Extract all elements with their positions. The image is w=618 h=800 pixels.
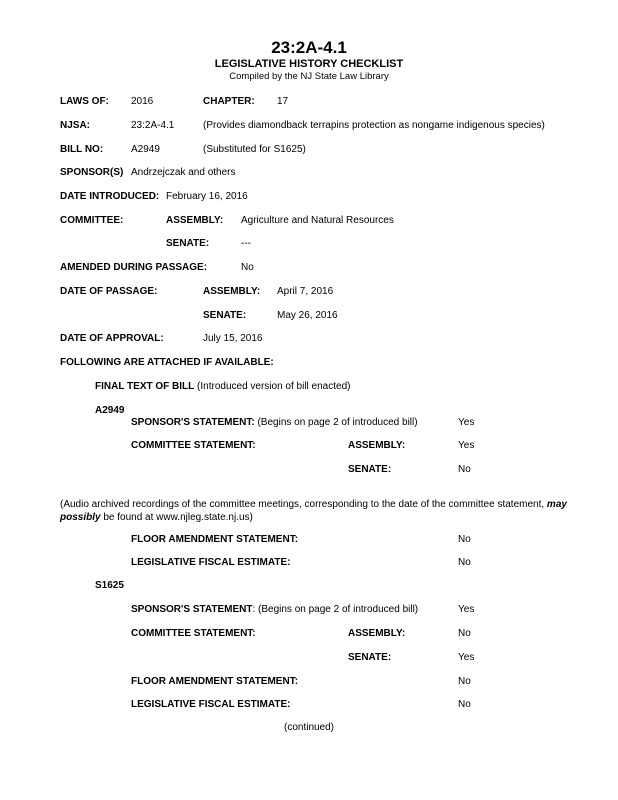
- laws-of-value: 2016: [131, 96, 154, 107]
- a2949-committee-assembly-label: ASSEMBLY:: [348, 440, 406, 451]
- s1625-fiscal-estimate-label: LEGISLATIVE FISCAL ESTIMATE:: [131, 699, 291, 710]
- s1625-floor-amendment-value: No: [458, 676, 471, 687]
- date-of-approval-label: DATE OF APPROVAL:: [60, 333, 164, 344]
- final-text-line: [95, 381, 350, 393]
- a2949-fiscal-estimate-value: No: [458, 557, 471, 568]
- a2949-floor-amendment-label: FLOOR AMENDMENT STATEMENT:: [131, 534, 299, 545]
- checklist-subtitle: LEGISLATIVE HISTORY CHECKLIST: [214, 58, 404, 70]
- a2949-sponsor-statement-note: (Begins on page 2 of introduced bill): [257, 417, 418, 428]
- audio-note-before: (Audio archived recordings of the committee meetings, corresponding to the date of the committee statement,: [60, 499, 547, 510]
- committee-senate-value: ---: [241, 238, 251, 249]
- laws-of-label: LAWS OF:: [60, 96, 109, 107]
- amended-label: AMENDED DURING PASSAGE:: [60, 262, 208, 273]
- s1625-sponsor-statement-value: Yes: [458, 604, 475, 615]
- s1625-committee-assembly-label: ASSEMBLY:: [348, 628, 406, 639]
- passage-assembly-label: ASSEMBLY:: [203, 286, 261, 297]
- final-text-note: (Introduced version of bill enacted): [197, 381, 351, 392]
- a2949-heading: A2949: [95, 405, 125, 416]
- a2949-floor-amendment-value: No: [458, 534, 471, 545]
- continued-footer: (continued): [283, 722, 335, 733]
- a2949-committee-assembly-value: Yes: [458, 440, 475, 451]
- a2949-committee-senate-label: SENATE:: [348, 464, 392, 475]
- bill-no-label: BILL NO:: [60, 144, 104, 155]
- final-text-label: FINAL TEXT OF BILL: [95, 381, 195, 392]
- audio-note-after: be found at www.njleg.state.nj.us): [100, 512, 253, 523]
- sponsors-label: SPONSOR(S): [60, 167, 124, 178]
- a2949-fiscal-estimate-label: LEGISLATIVE FISCAL ESTIMATE:: [131, 557, 291, 568]
- compiled-by: Compiled by the NJ State Law Library: [229, 71, 389, 82]
- committee-senate-label: SENATE:: [166, 238, 210, 249]
- njsa-label: NJSA:: [60, 120, 91, 131]
- s1625-committee-senate-value: Yes: [458, 652, 475, 663]
- a2949-sponsor-statement-line: [131, 417, 418, 429]
- passage-assembly-value: April 7, 2016: [277, 286, 334, 297]
- s1625-committee-statement-label: COMMITTEE STATEMENT:: [131, 628, 256, 639]
- s1625-sponsor-statement-label: SPONSOR'S STATEMENT: [131, 604, 253, 615]
- s1625-sponsor-statement-line: [131, 604, 418, 616]
- committee-assembly-value: Agriculture and Natural Resources: [241, 215, 394, 226]
- chapter-value: 17: [277, 96, 289, 107]
- sponsors-value: Andrzejczak and others: [131, 167, 236, 178]
- s1625-sponsor-statement-note: : (Begins on page 2 of introduced bill): [252, 604, 419, 615]
- attached-heading: FOLLOWING ARE ATTACHED IF AVAILABLE:: [60, 357, 274, 368]
- a2949-committee-senate-value: No: [458, 464, 471, 475]
- s1625-committee-senate-label: SENATE:: [348, 652, 392, 663]
- passage-senate-value: May 26, 2016: [277, 310, 338, 321]
- njsa-description: (Provides diamondback terrapins protection as nongame indigenous species): [203, 120, 545, 131]
- s1625-fiscal-estimate-value: No: [458, 699, 471, 710]
- committee-label: COMMITTEE:: [60, 215, 124, 226]
- chapter-label: CHAPTER:: [203, 96, 255, 107]
- a2949-sponsor-statement-label: SPONSOR'S STATEMENT:: [131, 417, 255, 428]
- date-of-passage-label: DATE OF PASSAGE:: [60, 286, 158, 297]
- committee-assembly-label: ASSEMBLY:: [166, 215, 224, 226]
- date-of-approval-value: July 15, 2016: [203, 333, 263, 344]
- passage-senate-label: SENATE:: [203, 310, 247, 321]
- a2949-committee-statement-label: COMMITTEE STATEMENT:: [131, 440, 256, 451]
- date-introduced-value: February 16, 2016: [166, 191, 248, 202]
- page-title: 23:2A-4.1: [271, 38, 347, 57]
- date-introduced-label: DATE INTRODUCED:: [60, 191, 160, 202]
- bill-no-value: A2949: [131, 144, 160, 155]
- amended-value: No: [241, 262, 254, 273]
- audio-archive-note: [60, 498, 610, 524]
- bill-no-note: (Substituted for S1625): [203, 144, 306, 155]
- s1625-heading: S1625: [95, 580, 124, 591]
- s1625-committee-assembly-value: No: [458, 628, 471, 639]
- audio-note-emphasis: may possibly: [60, 499, 567, 523]
- a2949-sponsor-statement-value: Yes: [458, 417, 475, 428]
- s1625-floor-amendment-label: FLOOR AMENDMENT STATEMENT:: [131, 676, 299, 687]
- njsa-value: 23:2A-4.1: [131, 120, 175, 131]
